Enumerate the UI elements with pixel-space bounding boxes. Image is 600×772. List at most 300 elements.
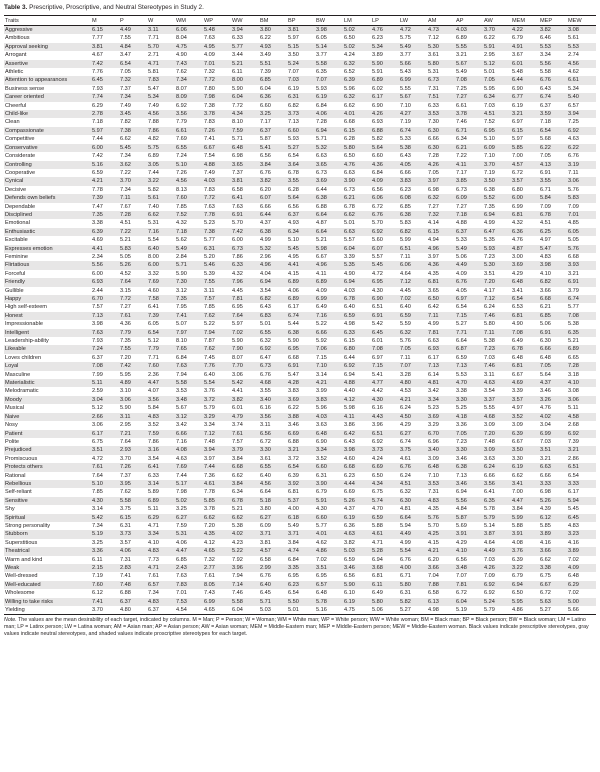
value-cell: 7.49 [148,102,159,109]
value-cell: 6.13 [428,598,456,606]
value-cell: 4.99 [428,321,439,328]
value-cell: 6.19 [288,85,299,92]
value-cell: 7.37 [120,85,131,92]
value-cell: 4.30 [92,497,120,505]
value-cell: 3.11 [204,287,215,294]
value-cell: 6.72 [456,590,467,597]
value-cell: 5.90 [372,60,400,68]
value-cell: 8.00 [148,253,159,260]
value-cell: 3.76 [204,388,215,395]
value-cell: 6.72 [540,590,551,597]
value-cell: 7.10 [484,153,495,160]
value-cell: 7.21 [120,430,148,438]
value-cell: 6.48 [316,590,327,597]
value-cell: 3.34 [148,530,176,538]
value-cell: 6.76 [260,573,271,580]
value-cell: 6.75 [540,573,551,580]
value-cell: 7.32 [120,76,148,84]
value-cell: 5.96 [344,85,355,92]
value-cell: 6.40 [204,371,215,378]
trait-cell: Sensitive [4,497,92,505]
value-cell: 5.26 [120,261,148,269]
value-cell: 6.84 [176,354,187,361]
value-cell: 3.80 [260,26,288,35]
table-row [4,93,596,101]
value-cell: 6.73 [428,76,456,84]
column-header: P [120,17,124,24]
table-row [4,337,596,345]
value-cell: 6.94 [372,556,383,563]
value-cell: 6.94 [316,127,344,135]
value-cell: 5.38 [232,522,243,529]
value-cell: 7.72 [204,194,232,202]
value-cell: 6.87 [456,345,484,353]
value-cell: 6.04 [260,85,271,92]
value-cell: 6.35 [568,329,596,337]
value-cell: 5.34 [372,43,400,51]
value-cell: 3.84 [288,539,299,546]
value-cell: 3.91 [512,530,540,538]
value-cell: 5.21 [568,338,579,345]
value-cell: 3.48 [176,396,204,404]
value-cell: 6.15 [428,228,456,236]
value-cell: 4.97 [540,237,551,244]
value-cell: 7.69 [148,278,176,286]
trait-cell: Cooperative [5,169,36,176]
value-cell: 3.06 [120,396,148,404]
table-row [4,421,596,429]
trait-cell: Well-educated [4,581,92,589]
value-cell: 3.38 [456,388,467,395]
value-cell: 4.96 [260,261,288,269]
value-cell: 6.54 [540,127,568,135]
value-cell: 8.13 [176,186,187,193]
value-cell: 7.34 [120,153,131,160]
value-cell: 5.33 [400,136,411,143]
value-cell: 2.68 [568,422,579,429]
value-cell: 3.22 [512,564,540,572]
value-cell: 6.94 [456,489,467,496]
value-cell: 6.36 [512,228,540,236]
value-cell: 4.84 [456,506,467,513]
value-cell: 5.85 [540,522,551,529]
value-cell: 3.62 [120,161,148,169]
value-cell: 6.62 [120,136,131,143]
value-cell: 6.45 [92,76,120,84]
value-cell: 5.95 [120,371,131,378]
value-cell: 6.35 [316,69,327,76]
value-cell: 4.86 [512,607,523,614]
value-cell: 7.18 [176,228,204,236]
value-cell: 4.76 [540,405,551,412]
value-cell: 3.98 [92,321,103,328]
value-cell: 6.84 [372,169,383,176]
value-cell: 4.29 [400,422,411,429]
value-cell: 5.17 [176,480,204,488]
value-cell: 7.22 [456,153,467,160]
value-cell: 6.64 [400,514,428,522]
value-cell: 5.01 [288,607,299,614]
trait-cell: Shy [5,506,15,513]
value-cell: 7.03 [288,76,316,84]
value-cell: 6.58 [232,186,243,193]
table-row [4,581,596,589]
value-cell: 6.82 [260,295,288,303]
value-cell: 3.79 [232,446,260,454]
trait-cell: Promiscuous [5,455,38,462]
value-cell: 5.75 [148,144,176,152]
value-cell: 3.68 [372,564,400,572]
value-cell: 4.90 [176,52,187,59]
value-cell: 6.93 [428,345,456,353]
value-cell: 3.53 [428,480,456,488]
table-row [4,261,596,269]
value-cell: 7.62 [204,312,232,320]
value-cell: 2.36 [148,371,159,378]
value-cell: 6.99 [540,430,568,438]
value-cell: 3.46 [344,564,372,572]
value-cell: 2.84 [176,253,187,260]
value-cell: 4.30 [372,287,383,294]
value-cell: 5.35 [484,237,495,244]
value-cell: 7.78 [92,186,103,193]
column-header: MEW [568,17,582,24]
value-cell: 6.17 [372,93,400,101]
value-cell: 3.22 [148,177,176,185]
value-cell: 7.26 [120,463,148,471]
value-cell: 5.61 [568,35,579,42]
value-cell: 6.92 [372,228,400,236]
value-cell: 6.90 [372,295,400,303]
value-cell: 3.25 [260,110,288,118]
value-cell: 6.17 [288,304,299,311]
value-cell: 6.55 [260,329,288,337]
value-cell: 6.68 [232,463,260,471]
value-cell: 3.83 [288,388,299,395]
value-cell: 4.57 [260,547,288,555]
value-cell: 6.38 [484,186,495,193]
value-cell: 7.62 [176,69,187,76]
value-cell: 7.78 [204,489,215,496]
value-cell: 2.99 [260,564,288,572]
value-cell: 6.24 [484,463,512,471]
value-cell: 4.49 [484,547,512,555]
value-cell: 3.81 [232,177,260,185]
value-cell: 7.28 [428,153,439,160]
trait-cell: Loyal [4,362,92,370]
value-cell: 4.62 [316,539,327,546]
table-row [4,60,596,68]
table-row [4,564,596,572]
value-cell: 4.15 [428,539,439,546]
value-cell: 7.34 [120,93,148,101]
trait-cell: Wholesome [5,590,35,597]
value-cell: 3.06 [568,396,596,404]
value-cell: 5.49 [288,522,299,529]
trait-cell: Disciplined [4,211,92,219]
value-cell: 4.05 [456,287,467,294]
value-cell: 5.39 [204,270,215,277]
trait-cell: Materialistic [4,379,92,387]
value-cell: 7.16 [316,312,344,320]
table-row [4,194,596,202]
value-cell: 7.40 [148,203,159,210]
value-cell: 3.52 [316,455,327,462]
value-cell: 6.77 [512,93,540,101]
value-cell: 7.71 [148,35,159,42]
value-cell: 7.07 [316,76,344,84]
value-cell: 3.94 [232,26,260,35]
value-cell: 5.58 [232,598,260,606]
value-cell: 3.70 [120,177,148,185]
value-cell: 7.39 [260,69,271,76]
value-cell: 6.57 [316,581,344,589]
value-cell: 7.32 [428,211,456,219]
value-cell: 6.96 [428,438,439,445]
value-cell: 6.92 [372,438,383,445]
value-cell: 4.56 [176,177,204,185]
value-cell: 7.60 [92,581,120,589]
value-cell: 6.54 [456,304,467,311]
value-cell: 7.04 [428,573,439,580]
value-cell: 6.47 [484,228,512,236]
value-cell: 6.28 [288,186,299,193]
trait-cell: Moody [4,396,92,404]
value-cell: 6.55 [176,144,204,152]
value-cell: 6.40 [400,304,411,311]
value-cell: 6.82 [288,102,299,109]
value-cell: 7.03 [484,102,495,109]
value-cell: 3.46 [456,455,467,462]
value-cell: 6.99 [512,203,523,210]
value-cell: 7.10 [428,472,439,479]
table-body [4,26,596,615]
value-cell: 4.73 [428,26,456,35]
table-row [4,556,596,564]
value-cell: 7.48 [120,581,148,589]
value-cell: 6.04 [456,598,484,606]
value-cell: 3.29 [204,413,232,421]
value-cell: 5.87 [260,136,271,143]
value-cell: 6.89 [148,497,176,505]
value-cell: 6.98 [540,489,551,496]
value-cell: 5.79 [484,514,512,522]
value-cell: 3.21 [512,110,540,118]
value-cell: 5.88 [372,522,383,529]
column-header: WP [204,17,214,24]
value-cell: 6.44 [316,186,327,193]
value-cell: 4.71 [148,522,159,529]
value-cell: 2.44 [92,287,103,294]
value-cell: 6.51 [568,463,596,471]
value-cell: 6.75 [92,438,103,445]
value-cell: 5.97 [92,127,120,135]
value-cell: 3.51 [92,446,120,454]
value-cell: 6.33 [232,35,243,42]
value-cell: 4.05 [400,161,428,169]
value-cell: 4.06 [288,287,299,294]
value-cell: 3.42 [176,422,187,429]
value-cell: 4.74 [288,547,316,555]
value-cell: 6.19 [512,102,523,109]
value-cell: 7.85 [204,304,215,311]
value-cell: 6.29 [568,581,596,589]
value-cell: 6.62 [344,211,372,219]
value-cell: 8.07 [232,354,243,361]
value-cell: 7.43 [204,590,215,597]
value-cell: 3.46 [540,388,551,395]
value-cell: 6.01 [512,60,540,68]
value-cell: 3.11 [148,26,176,35]
value-cell: 4.65 [204,607,215,614]
value-cell: 3.63 [316,422,327,429]
value-cell: 7.35 [92,211,120,219]
table-row [4,480,596,488]
value-cell: 4.65 [204,547,232,555]
value-cell: 4.21 [92,177,120,185]
value-cell: 6.37 [456,228,484,236]
trait-cell: Defends own beliefs [4,194,92,202]
value-cell: 3.69 [512,261,540,269]
value-cell: 6.43 [260,304,271,311]
value-cell: 6.56 [456,556,467,563]
trait-cell: Emotional [5,220,30,227]
value-cell: 5.94 [568,497,596,505]
value-cell: 3.33 [568,480,596,488]
value-cell: 6.75 [372,489,383,496]
value-cell: 4.70 [372,506,383,513]
value-cell: 6.85 [400,203,411,210]
value-cell: 6.59 [456,354,467,361]
value-cell: 6.39 [288,472,299,479]
value-cell: 3.38 [540,564,568,572]
value-cell: 2.34 [92,253,103,260]
table-row [4,404,596,412]
trait-cell: Excitable [5,237,28,244]
value-cell: 3.46 [456,480,484,488]
value-cell: 7.63 [92,329,120,337]
value-cell: 6.43 [400,153,411,160]
value-cell: 6.91 [232,211,260,219]
value-cell: 7.11 [484,329,512,337]
value-cell: 5.18 [260,497,288,505]
trait-cell: Theatrical [4,547,92,555]
value-cell: 5.59 [400,321,411,328]
value-cell: 5.97 [232,321,243,328]
value-cell: 3.54 [484,388,495,395]
value-cell: 7.81 [456,581,484,589]
value-cell: 3.73 [288,110,316,118]
value-cell: 7.34 [120,186,131,193]
value-cell: 6.34 [456,136,467,143]
value-cell: 3.50 [484,177,512,185]
value-cell: 6.70 [428,430,456,438]
trait-cell: Child-like [4,110,92,118]
value-cell: 6.99 [204,598,232,606]
value-cell: 5.97 [512,136,523,143]
value-cell: 7.09 [540,203,551,210]
value-cell: 6.76 [260,371,271,378]
value-cell: 3.08 [568,388,579,395]
value-cell: 6.79 [512,35,523,42]
value-cell: 5.91 [316,497,344,505]
value-cell: 5.90 [232,338,243,345]
value-cell: 5.53 [568,43,596,51]
value-cell: 6.57 [568,102,579,109]
value-cell: 6.32 [400,329,428,337]
trait-cell: Compassionate [4,127,92,135]
value-cell: 3.82 [344,539,355,546]
value-cell: 5.31 [148,220,159,227]
value-cell: 7.61 [232,430,260,438]
trait-cell: Melodramatic [5,388,39,395]
value-cell: 6.67 [316,253,327,260]
value-cell: 5.93 [316,85,327,92]
value-cell: 3.98 [316,26,344,35]
value-cell: 4.42 [372,388,383,395]
value-cell: 6.15 [344,338,355,345]
value-cell: 4.26 [428,161,456,169]
table-row [4,312,596,320]
value-cell: 6.97 [512,119,523,126]
value-cell: 3.69 [428,413,456,421]
value-cell: 6.22 [484,35,495,42]
value-cell: 3.69 [316,177,344,185]
value-cell: 4.86 [316,547,344,555]
value-cell: 6.11 [92,556,103,563]
trait-cell: Warm and kind [5,556,43,563]
value-cell: 6.76 [400,556,411,563]
value-cell: 6.33 [428,102,439,109]
value-cell: 3.66 [540,287,551,294]
value-cell: 6.49 [372,590,383,597]
table-row [4,606,596,615]
value-cell: 4.29 [456,539,467,546]
value-cell: 6.38 [316,194,344,202]
table-row [4,598,596,606]
value-cell: 4.36 [372,161,400,169]
value-cell: 7.59 [176,522,187,529]
value-cell: 7.86 [148,438,159,445]
value-cell: 6.48 [316,430,344,438]
value-cell: 4.96 [316,261,344,269]
value-cell: 4.13 [540,161,568,169]
value-cell: 5.60 [372,237,383,244]
value-cell: 6.19 [344,598,372,606]
value-cell: 3.29 [428,422,439,429]
value-cell: 5.47 [540,245,568,253]
value-cell: 6.31 [400,590,411,597]
value-cell: 4.51 [400,480,428,488]
table-row [4,572,596,580]
value-cell: 7.38 [120,127,148,135]
trait-cell: Likeable [4,345,92,353]
value-cell: 4.41 [288,261,316,269]
value-cell: 7.26 [176,169,187,176]
column-header-traits: Traits [5,17,19,24]
value-cell: 5.71 [232,136,243,143]
value-cell: 7.62 [120,489,131,496]
value-cell: 6.76 [400,463,428,471]
value-cell: 6.33 [344,329,372,337]
value-cell: 8.04 [176,35,187,42]
value-cell: 5.77 [232,43,260,51]
value-cell: 6.36 [344,522,355,529]
value-cell: 4.83 [148,547,176,555]
value-cell: 6.92 [344,362,372,370]
value-cell: 3.28 [400,371,411,378]
value-cell: 6.00 [232,237,243,244]
